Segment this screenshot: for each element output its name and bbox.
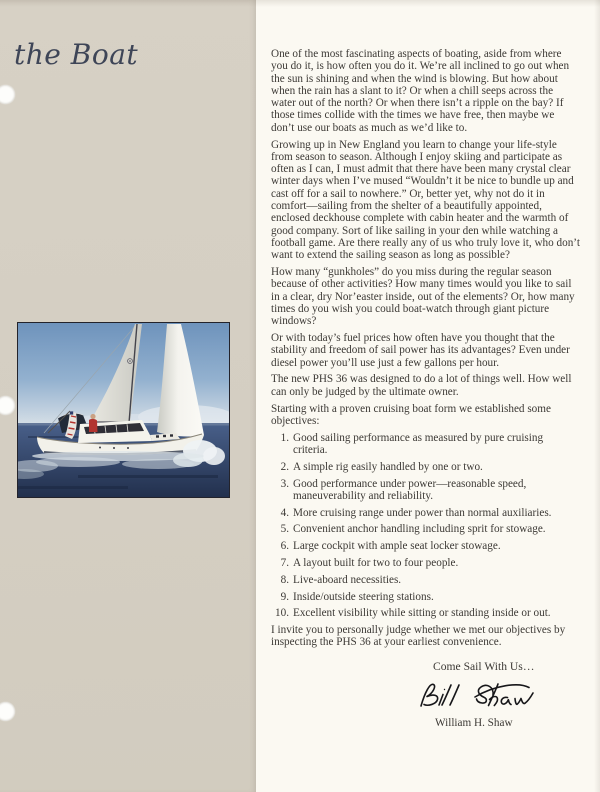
- objective-text: Inside/outside steering stations.: [293, 590, 434, 603]
- signature-drawing: [415, 678, 535, 712]
- crew-head: [90, 414, 95, 419]
- objective-text: A layout built for two to four people.: [293, 556, 459, 569]
- objective-item: [271, 478, 580, 503]
- objective-number: 7.: [280, 556, 289, 569]
- objective-text: More cruising range under power than normal auxiliaries.: [293, 506, 552, 519]
- body-paragraph: How many “gunkholes” do you miss during the regular season because of other activities? How many times would you like to sail in a clear, dry Nor’easter inside, out of the elements? Or, how many times do you wish you could boat-watch through giant picture windows?: [271, 266, 575, 328]
- objective-number: 4.: [280, 506, 289, 519]
- objective-item: [271, 574, 580, 586]
- objective-item: [271, 432, 580, 457]
- objectives-intro: Starting with a proven cruising boat form we established some objectives:: [271, 402, 551, 427]
- punch-hole-top: [0, 85, 15, 104]
- objective-number: 2.: [280, 460, 289, 473]
- objective-item: [271, 607, 580, 619]
- objectives-list: [271, 432, 580, 620]
- objective-number: 1.: [280, 431, 289, 444]
- objective-text: Excellent visibility while sitting or standing inside or out.: [293, 607, 551, 620]
- objective-item: [271, 557, 580, 569]
- signoff-text: Come Sail With Us…: [433, 659, 535, 673]
- punch-hole-middle: [0, 396, 15, 415]
- signed-by-name: William H. Shaw: [435, 717, 513, 730]
- objective-text: Good performance under power—reasonable speed, maneuverability and reliability.: [293, 477, 527, 502]
- body-paragraph: The new PHS 36 was designed to do a lot of things well. How well can only be judged by the ultimate owner.: [271, 373, 572, 398]
- objective-number: 9.: [280, 590, 289, 603]
- punch-hole-bottom: [0, 702, 15, 721]
- intro-paragraphs: [271, 48, 580, 398]
- body-paragraph: Growing up in New England you learn to change your life-style from season to season. Although I enjoy skiing and participate as often as I can, I must admit that there have been many crystal clear winter days when I’ve mused “Wouldn’t it be nice to bundle up and cast off for a sail to nowhere.” Or, better yet, why not do it in comfort—sailing from the shelter of a beautifully appointed, enclosed deckhouse complete with cabin heater and the warmth of good company. Sort of like sailing in your den while watching a football game. Are there really any of us who truly love it, who don’t want to extend the sailing season as long as possible?: [271, 138, 580, 262]
- body-paragraph: Or with today’s fuel prices how often have you thought that the stability and freedom of sail power has its advantages? Even under diesel power you’ll use just a few gallons per hour.: [271, 332, 570, 369]
- objective-text: Good sailing performance as measured by pure cruising criteria.: [293, 431, 544, 456]
- objective-text: Live-aboard necessities.: [293, 573, 402, 586]
- sailboat-illustration: [18, 323, 229, 497]
- sailboat-photo: [17, 322, 230, 498]
- objective-number: 8.: [280, 573, 289, 586]
- objective-text: A simple rig easily handled by one or two.: [293, 460, 483, 473]
- objective-text: Convenient anchor handling including sprit for stowage.: [293, 523, 546, 536]
- left-panel: [0, 0, 256, 792]
- body-paragraph: One of the most fascinating aspects of boating, aside from where you do it, is how often you do it. We’re all inclined to go out when the sun is shining and when the wind is blowing. But how about when the rain has a slant to it? Or when a chill seeps across the water out of the north? Or when there isn’t a ripple on the bay? If those times collide with the times we have free, then maybe we don’t use our boats as much as we’d like to.: [271, 48, 570, 134]
- crew-body: [89, 419, 98, 432]
- objective-number: 10.: [275, 607, 289, 620]
- objective-item: [271, 507, 580, 519]
- body-column: [271, 48, 580, 729]
- objective-number: 5.: [280, 523, 289, 536]
- page-title: the Boat: [14, 38, 139, 71]
- signature-bill-shaw: [415, 678, 580, 712]
- objective-item: [271, 461, 580, 473]
- closing-paragraph: I invite you to personally judge whether we met our objectives by inspecting the PHS 36 at your earliest convenience.: [271, 624, 566, 649]
- objective-item: [271, 540, 580, 552]
- objective-item: [271, 523, 580, 535]
- objective-number: 3.: [280, 477, 289, 490]
- objective-item: [271, 591, 580, 603]
- objective-number: 6.: [280, 540, 289, 553]
- objective-text: Large cockpit with ample seat locker stowage.: [293, 540, 501, 553]
